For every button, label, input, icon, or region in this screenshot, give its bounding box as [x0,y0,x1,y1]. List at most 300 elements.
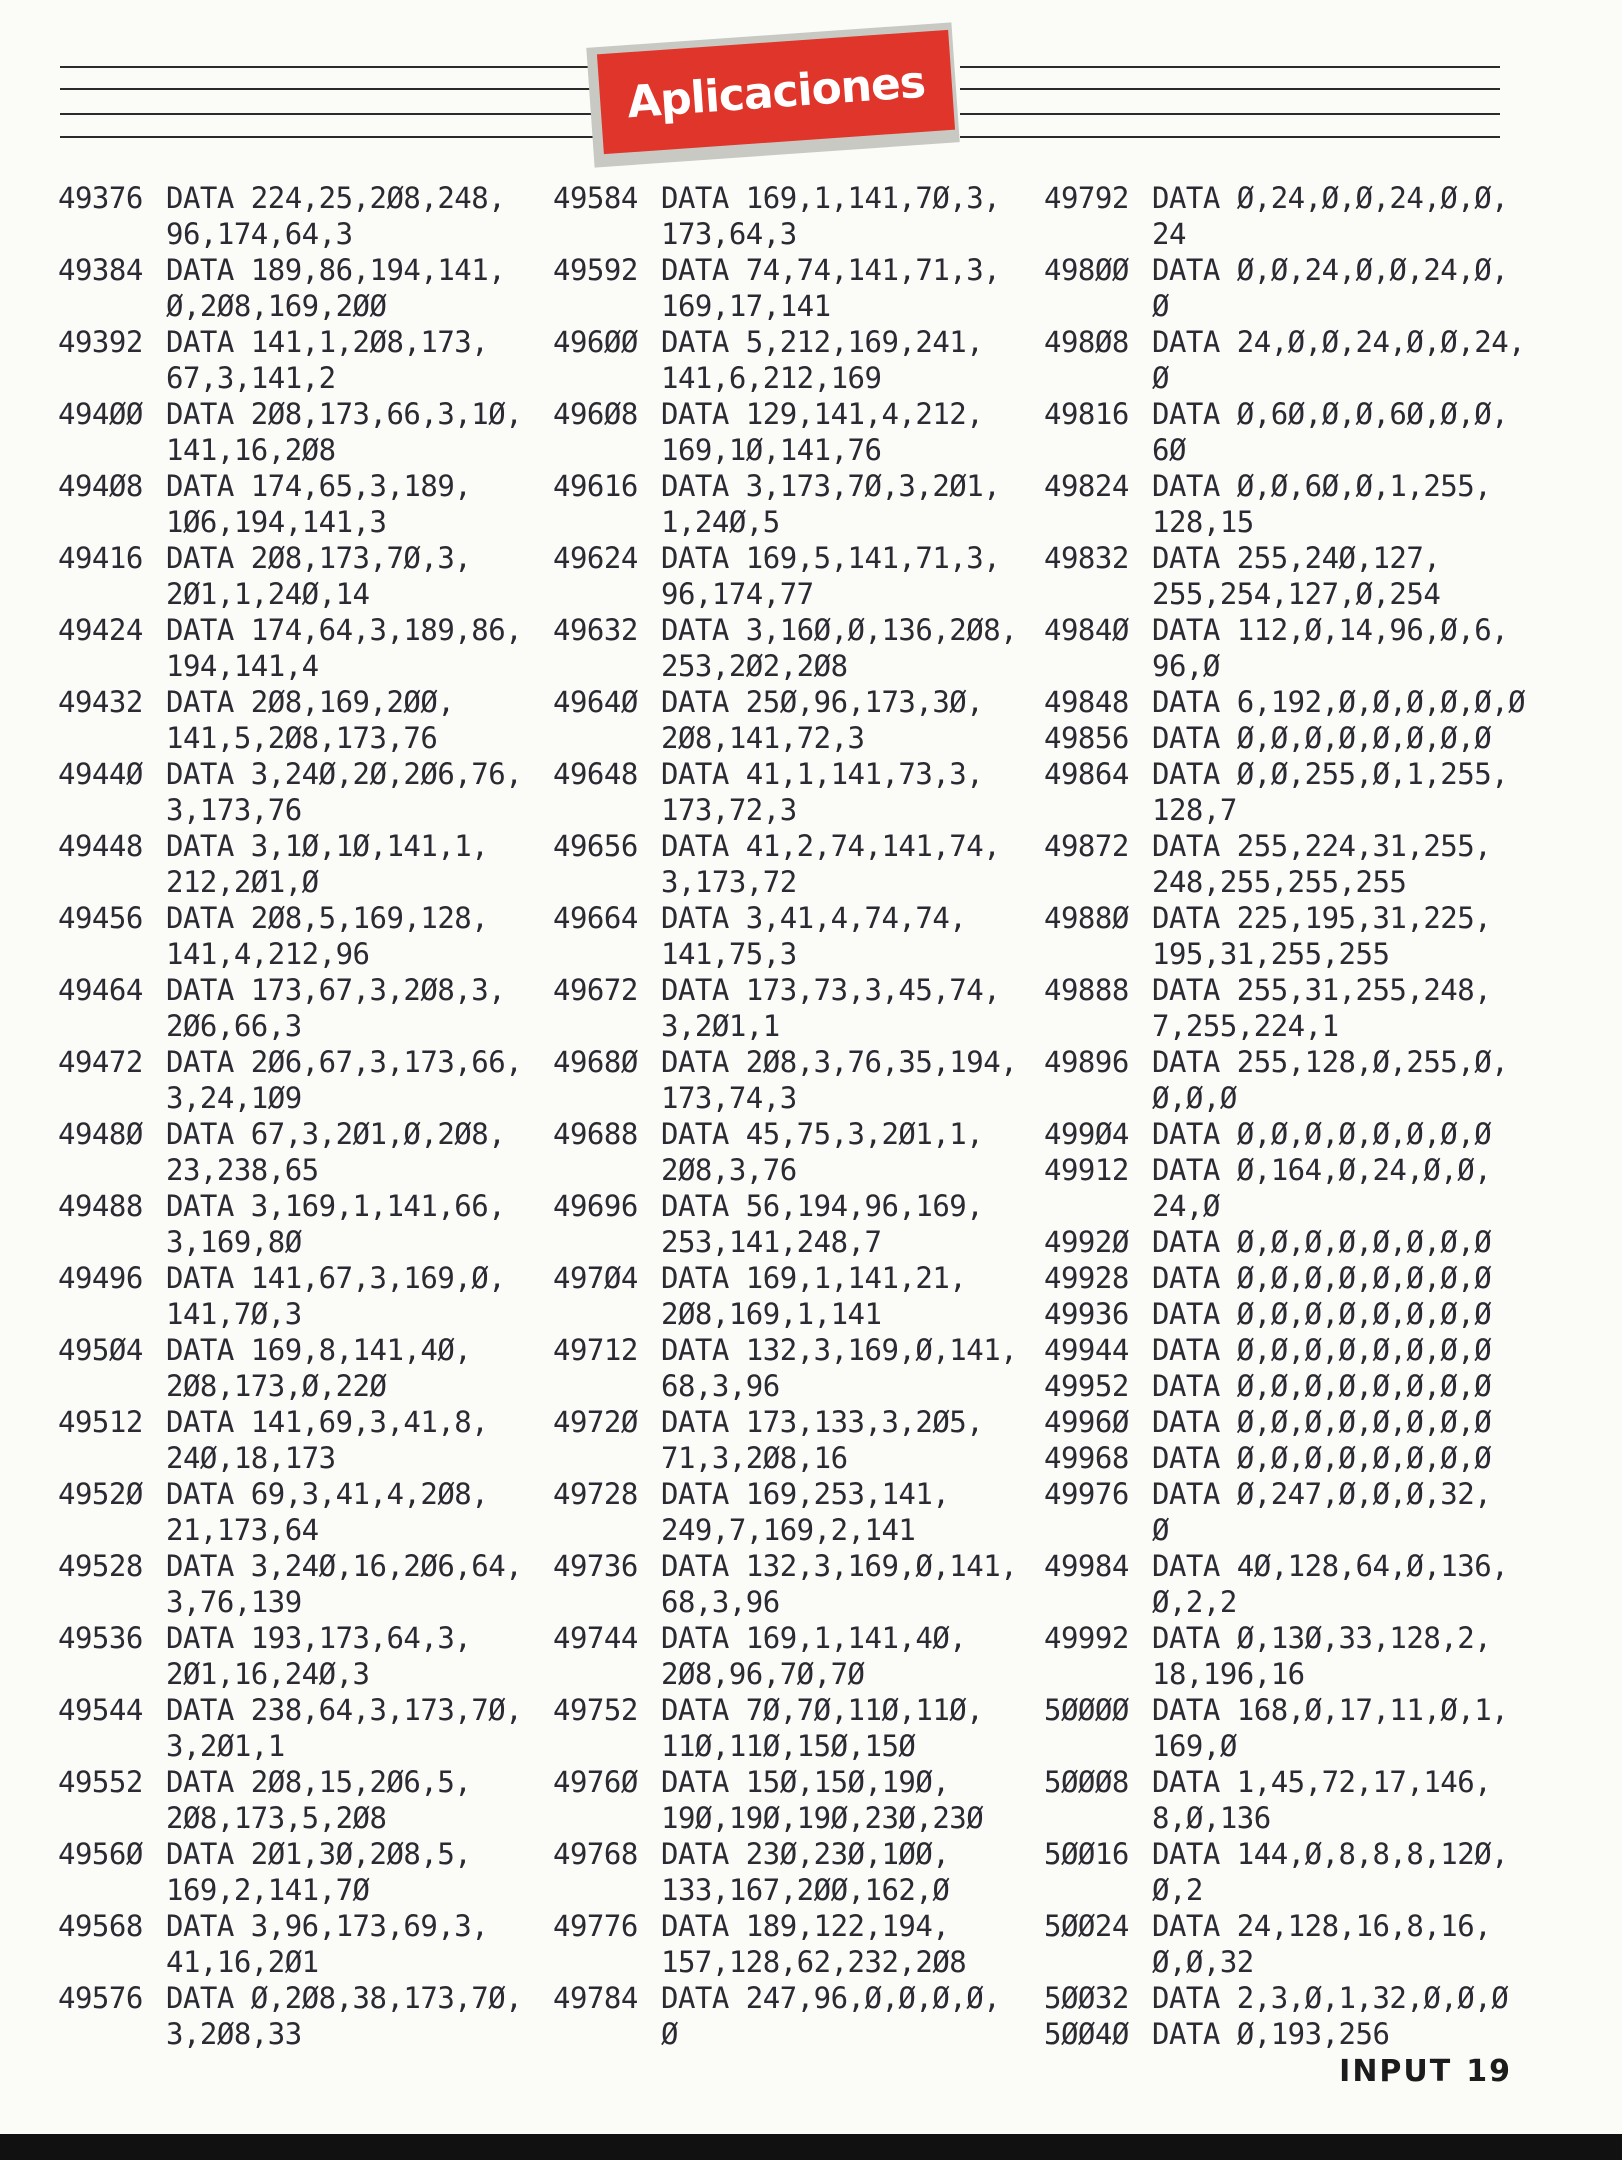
data-line [1044,720,1544,756]
data-statement-line: 169,17,141 [661,289,831,323]
data-statement [661,180,1000,252]
data-line [1044,1440,1544,1476]
page-number: 19 [1466,2054,1512,2089]
data-statement-line: 141,75,3 [661,937,797,971]
data-statement-line: Ø,2 [1152,1873,1203,1907]
line-number: 49528 [58,1549,143,1583]
data-statement [661,684,983,756]
data-statement-line: DATA 56,194,96,169, [661,1189,984,1223]
data-statement [1152,324,1525,396]
line-number: 49688 [553,1117,638,1151]
data-line [1044,1476,1544,1548]
data-line [553,252,1053,324]
line-number: 4952Ø [58,1477,143,1511]
line-number: 49376 [58,181,143,215]
data-statement [166,1044,522,1116]
line-number: 49728 [553,1477,638,1511]
data-line [1044,468,1544,540]
data-statement-line: DATA Ø,Ø,Ø,Ø,Ø,Ø,Ø,Ø [1152,1333,1492,1367]
data-statement [661,324,983,396]
data-statement-line: 24 [1152,217,1186,251]
line-number: 496Ø8 [553,397,638,431]
data-statement [661,468,1000,540]
data-statement-line: 2Ø6,66,3 [166,1009,302,1043]
line-number: 4956Ø [58,1837,143,1871]
line-number: 49752 [553,1693,638,1727]
data-statement [166,180,505,252]
data-statement-line: DATA Ø,Ø,Ø,Ø,Ø,Ø,Ø,Ø [1152,1369,1492,1403]
data-statement-line: 133,167,2ØØ,162,Ø [661,1873,950,1907]
line-number: 49472 [58,1045,143,1079]
line-number: 5ØØ16 [1044,1837,1129,1871]
data-line [553,1908,1053,1980]
data-statement [661,1548,1017,1620]
data-line [58,252,558,324]
line-number: 49592 [553,253,638,287]
data-statement [166,1764,471,1836]
data-statement-line: DATA Ø,193,256 [1152,2017,1390,2051]
data-statement-line: DATA 2Ø1,3Ø,2Ø8,5, [166,1837,472,1871]
line-number: 49664 [553,901,638,935]
data-line [58,1764,558,1836]
data-statement [661,972,1000,1044]
data-line [553,324,1053,396]
data-statement [661,540,1000,612]
line-number: 49816 [1044,397,1129,431]
data-statement-line: 19Ø,19Ø,19Ø,23Ø,23Ø [661,1801,984,1835]
data-statement-line: DATA Ø,Ø,Ø,Ø,Ø,Ø,Ø,Ø [1152,1261,1492,1295]
data-statement [166,396,522,468]
data-statement-line: DATA 2Ø8,173,7Ø,3, [166,541,472,575]
line-number: 49832 [1044,541,1129,575]
data-statement-line: Ø [661,2017,678,2051]
data-statement-line: DATA 25Ø,96,173,3Ø, [661,685,984,719]
line-number: 49864 [1044,757,1129,791]
data-statement-line: 11Ø,11Ø,15Ø,15Ø [661,1729,916,1763]
data-statement-line: 1Ø6,194,141,3 [166,505,387,539]
data-line [58,1548,558,1620]
data-line [1044,1620,1544,1692]
data-statement-line: 141,5,2Ø8,173,76 [166,721,438,755]
data-line [58,1908,558,1980]
data-statement-line: 6Ø [1152,433,1186,467]
data-line [1044,1152,1544,1224]
data-statement-line: DATA 141,1,2Ø8,173, [166,325,489,359]
data-statement-line: 2Ø8,141,72,3 [661,721,865,755]
line-number: 4968Ø [553,1045,638,1079]
data-statement-line: DATA Ø,Ø,Ø,Ø,Ø,Ø,Ø,Ø [1152,1405,1492,1439]
data-statement [1152,1044,1508,1116]
data-statement-line: DATA 189,86,194,141, [166,253,506,287]
data-statement-line: DATA Ø,13Ø,33,128,2, [1152,1621,1492,1655]
header-rule-left-3 [60,113,600,115]
data-statement [661,756,983,828]
data-statement [166,684,454,756]
data-statement [166,1908,488,1980]
line-number: 49576 [58,1981,143,2015]
data-line [553,180,1053,252]
data-line [553,1476,1053,1548]
data-line [58,1620,558,1692]
line-number: 49696 [553,1189,638,1223]
data-statement-line: 8,Ø,136 [1152,1801,1271,1835]
data-line [1044,1404,1544,1440]
data-statement-line: 3,2Ø1,1 [166,1729,285,1763]
data-statement-line: 24,Ø [1152,1189,1220,1223]
data-line [58,1188,558,1260]
line-number: 49672 [553,973,638,1007]
line-number: 49656 [553,829,638,863]
data-statement-line: DATA Ø,Ø,255,Ø,1,255, [1152,757,1509,791]
data-statement [661,1692,983,1764]
line-number: 49792 [1044,181,1129,215]
data-statement [166,252,505,324]
data-statement-line: Ø,Ø,Ø [1152,1081,1237,1115]
data-statement [1152,1296,1491,1332]
data-line [553,468,1053,540]
data-statement-line: DATA 129,141,4,212, [661,397,984,431]
data-statement-line: DATA Ø,6Ø,Ø,Ø,6Ø,Ø,Ø, [1152,397,1509,431]
data-statement-line: Ø [1152,289,1169,323]
header-rule-right-2 [960,88,1500,90]
data-statement-line: Ø,2Ø8,169,2ØØ [166,289,387,323]
data-statement-line: DATA 168,Ø,17,11,Ø,1, [1152,1693,1509,1727]
data-statement-line: DATA 174,64,3,189,86, [166,613,523,647]
line-number: 49896 [1044,1045,1129,1079]
data-statement [1152,1764,1491,1836]
header-rule-left-1 [60,66,600,68]
data-statement [661,1332,1017,1404]
line-number: 49848 [1044,685,1129,719]
data-line [58,324,558,396]
data-statement-line: DATA Ø,Ø,Ø,Ø,Ø,Ø,Ø,Ø [1152,721,1492,755]
data-line [553,612,1053,684]
data-statement-line: 24Ø,18,173 [166,1441,336,1475]
data-statement [166,1620,471,1692]
data-statement-line: DATA 225,195,31,225, [1152,901,1492,935]
data-statement-line: 96,174,64,3 [166,217,353,251]
data-statement-line: 169,1Ø,141,76 [661,433,882,467]
data-statement-line: DATA 174,65,3,189, [166,469,472,503]
data-statement [661,828,1000,900]
data-statement [1152,756,1508,828]
data-line [1044,396,1544,468]
data-statement [1152,1620,1491,1692]
data-line [553,540,1053,612]
data-statement-line: 1,24Ø,5 [661,505,780,539]
data-line [1044,756,1544,828]
data-statement-line: DATA 255,224,31,255, [1152,829,1492,863]
data-statement-line: DATA 169,1,141,7Ø,3, [661,181,1001,215]
data-statement-line: 67,3,141,2 [166,361,336,395]
data-statement-line: 169,Ø [1152,1729,1237,1763]
data-statement [661,1764,983,1836]
data-statement-line: 2Ø1,1,24Ø,14 [166,577,370,611]
line-number: 49944 [1044,1333,1129,1367]
line-number: 5ØØ32 [1044,1981,1129,2015]
data-line [553,1404,1053,1476]
line-number: 4964Ø [553,685,638,719]
data-statement-line: Ø,2,2 [1152,1585,1237,1619]
data-line [553,396,1053,468]
data-statement-line: 253,141,248,7 [661,1225,882,1259]
line-number: 49464 [58,973,143,1007]
line-number: 49768 [553,1837,638,1871]
data-statement [661,1260,966,1332]
data-statement-line: DATA 255,24Ø,127, [1152,541,1441,575]
line-number: 49632 [553,613,638,647]
line-number: 49432 [58,685,143,719]
data-statement [661,1404,983,1476]
data-line [1044,1836,1544,1908]
data-statement [166,1260,505,1332]
line-number: 49968 [1044,1441,1129,1475]
line-number: 4972Ø [553,1405,638,1439]
data-statement-line: DATA 173,73,3,45,74, [661,973,1001,1007]
data-statement-line: DATA 238,64,3,173,7Ø, [166,1693,523,1727]
data-statement-line: DATA 69,3,41,4,2Ø8, [166,1477,489,1511]
line-number: 49544 [58,1693,143,1727]
data-statement-line: DATA 169,1,141,4Ø, [661,1621,967,1655]
data-line [58,1692,558,1764]
data-line [553,1044,1053,1116]
data-statement-line: DATA Ø,24,Ø,Ø,24,Ø,Ø, [1152,181,1509,215]
line-number: 5ØØØ8 [1044,1765,1129,1799]
data-statement-line: DATA 67,3,2Ø1,Ø,2Ø8, [166,1117,506,1151]
data-line [553,1980,1053,2052]
line-number: 49888 [1044,973,1129,1007]
data-line [1044,612,1544,684]
data-line [58,468,558,540]
line-number: 49424 [58,613,143,647]
data-statement-line: 23,238,65 [166,1153,319,1187]
data-statement-line: 195,31,255,255 [1152,937,1390,971]
data-statement [166,900,488,972]
line-number: 496ØØ [553,325,638,359]
line-number: 49976 [1044,1477,1129,1511]
line-number: 49384 [58,253,143,287]
line-number: 49872 [1044,829,1129,863]
data-statement [1152,1440,1491,1476]
data-statement [661,612,1017,684]
data-statement [1152,684,1525,720]
data-statement-line: DATA 255,128,Ø,255,Ø, [1152,1045,1509,1079]
data-line [58,540,558,612]
data-statement-line: 3,173,72 [661,865,797,899]
data-line [553,900,1053,972]
data-line [1044,1368,1544,1404]
data-statement-line: 173,64,3 [661,217,797,251]
data-statement-line: DATA 4Ø,128,64,Ø,136, [1152,1549,1509,1583]
line-number: 49784 [553,1981,638,2015]
data-statement-line: 173,74,3 [661,1081,797,1115]
data-statement-line: DATA 132,3,169,Ø,141, [661,1549,1018,1583]
data-line [553,1620,1053,1692]
data-statement [661,1836,949,1908]
data-statement [166,1188,505,1260]
data-statement [661,396,983,468]
data-statement-line: DATA Ø,Ø,Ø,Ø,Ø,Ø,Ø,Ø [1152,1297,1492,1331]
data-line [1044,1296,1544,1332]
line-number: 49952 [1044,1369,1129,1403]
scan-edge-band [0,2134,1622,2160]
data-statement-line: DATA 2Ø6,67,3,173,66, [166,1045,523,1079]
data-statement [1152,612,1508,684]
data-statement [661,900,966,972]
line-number: 49552 [58,1765,143,1799]
data-statement [166,828,488,900]
data-statement-line: 169,2,141,7Ø [166,1873,370,1907]
data-statement [661,1980,1000,2052]
data-line [58,972,558,1044]
line-number: 494Ø8 [58,469,143,503]
line-number: 4976Ø [553,1765,638,1799]
data-statement-line: DATA 2Ø8,15,2Ø6,5, [166,1765,472,1799]
line-number: 49416 [58,541,143,575]
data-statement [166,756,522,828]
data-line [553,828,1053,900]
line-number: 49448 [58,829,143,863]
data-statement [166,1116,505,1188]
data-statement [166,972,505,1044]
data-statement [166,1476,488,1548]
line-number: 49712 [553,1333,638,1367]
data-statement-line: 21,173,64 [166,1513,319,1547]
data-line [1044,2016,1544,2052]
header-rule-left-2 [60,88,600,90]
data-line [58,1116,558,1188]
data-line [553,1116,1053,1188]
line-number: 49568 [58,1909,143,1943]
data-line [553,684,1053,756]
data-statement-line: 18,196,16 [1152,1657,1305,1691]
data-line [1044,1764,1544,1836]
data-line [58,756,558,828]
data-line [58,1980,558,2052]
data-line [1044,252,1544,324]
data-statement-line: 2Ø8,96,7Ø,7Ø [661,1657,865,1691]
data-line [58,684,558,756]
data-statement [1152,720,1491,756]
data-statement-line: DATA 3,24Ø,16,2Ø6,64, [166,1549,523,1583]
data-statement-line: 3,2Ø8,33 [166,2017,302,2051]
line-number: 49744 [553,1621,638,1655]
listing-column-3 [1044,180,1544,2052]
data-statement-line: 41,16,2Ø1 [166,1945,319,1979]
data-line [553,1548,1053,1620]
data-statement-line: 255,254,127,Ø,254 [1152,577,1441,611]
data-statement-line: DATA 2Ø8,3,76,35,194, [661,1045,1018,1079]
data-statement-line: DATA 24,128,16,8,16, [1152,1909,1492,1943]
data-line [553,972,1053,1044]
data-statement-line: 212,2Ø1,Ø [166,865,319,899]
line-number: 49616 [553,469,638,503]
data-statement [1152,1404,1491,1440]
data-statement [1152,1980,1508,2016]
data-statement-line: Ø,Ø,32 [1152,1945,1254,1979]
line-number: 4948Ø [58,1117,143,1151]
data-statement-line: DATA 2Ø8,173,66,3,1Ø, [166,397,523,431]
data-statement-line: DATA 169,8,141,4Ø, [166,1333,472,1367]
header-rule-left-4 [60,136,600,138]
line-number: 49928 [1044,1261,1129,1295]
line-number: 49456 [58,901,143,935]
data-statement-line: DATA 169,1,141,21, [661,1261,967,1295]
line-number: 49584 [553,181,638,215]
data-statement-line: 96,Ø [1152,649,1220,683]
data-statement [661,1908,966,1980]
data-statement-line: DATA 141,69,3,41,8, [166,1405,489,1439]
data-line [58,1836,558,1908]
data-statement-line: DATA 193,173,64,3, [166,1621,472,1655]
data-statement-line: DATA 169,5,141,71,3, [661,541,1001,575]
data-line [1044,828,1544,900]
data-line [1044,1908,1544,1980]
data-statement [166,1548,522,1620]
data-statement [1152,972,1491,1044]
data-line [1044,1044,1544,1116]
data-statement [1152,1224,1491,1260]
data-statement-line: 7,255,224,1 [1152,1009,1339,1043]
line-number: 49856 [1044,721,1129,755]
data-statement [661,1188,983,1260]
data-line [1044,1980,1544,2016]
data-statement-line: Ø [1152,1513,1169,1547]
data-statement-line: DATA 2,3,Ø,1,32,Ø,Ø,Ø [1152,1981,1509,2015]
data-statement [661,252,1000,324]
data-statement-line: 3,2Ø1,1 [661,1009,780,1043]
data-line [58,900,558,972]
data-statement [1152,1260,1491,1296]
data-statement-line: DATA 3,41,4,74,74, [661,901,967,935]
line-number: 49392 [58,325,143,359]
data-statement-line: DATA 247,96,Ø,Ø,Ø,Ø, [661,1981,1001,2015]
data-statement [166,1980,522,2052]
data-statement-line: 128,15 [1152,505,1254,539]
data-statement-line: DATA Ø,164,Ø,24,Ø,Ø, [1152,1153,1492,1187]
data-statement [1152,828,1491,900]
line-number: 4988Ø [1044,901,1129,935]
data-statement-line: 194,141,4 [166,649,319,683]
data-statement-line: DATA 132,3,169,Ø,141, [661,1333,1018,1367]
data-statement-line: 141,16,2Ø8 [166,433,336,467]
data-statement-line: 3,173,76 [166,793,302,827]
data-line [1044,180,1544,252]
data-statement [1152,1368,1491,1404]
data-statement [166,1836,471,1908]
data-statement [1152,252,1508,324]
data-statement-line: DATA 3,16Ø,Ø,136,2Ø8, [661,613,1018,647]
data-statement-line: DATA 255,31,255,248, [1152,973,1492,1007]
line-number: 49488 [58,1189,143,1223]
line-number: 49984 [1044,1549,1129,1583]
data-statement-line: DATA 5,212,169,241, [661,325,984,359]
line-number: 5ØØ4Ø [1044,2017,1129,2051]
line-number: 49512 [58,1405,143,1439]
data-statement-line: DATA 169,253,141, [661,1477,950,1511]
data-statement-line: 3,76,139 [166,1585,302,1619]
data-statement-line: DATA 7Ø,7Ø,11Ø,11Ø, [661,1693,984,1727]
data-statement-line: DATA 3,24Ø,2Ø,2Ø6,76, [166,757,523,791]
data-statement [1152,2016,1389,2052]
data-statement-line: DATA 23Ø,23Ø,1ØØ, [661,1837,950,1871]
data-statement-line: DATA 3,1Ø,1Ø,141,1, [166,829,489,863]
data-statement-line: 2Ø8,169,1,141 [661,1297,882,1331]
data-line [58,1260,558,1332]
line-number: 49992 [1044,1621,1129,1655]
line-number: 49736 [553,1549,638,1583]
data-statement-line: DATA 224,25,2Ø8,248, [166,181,506,215]
